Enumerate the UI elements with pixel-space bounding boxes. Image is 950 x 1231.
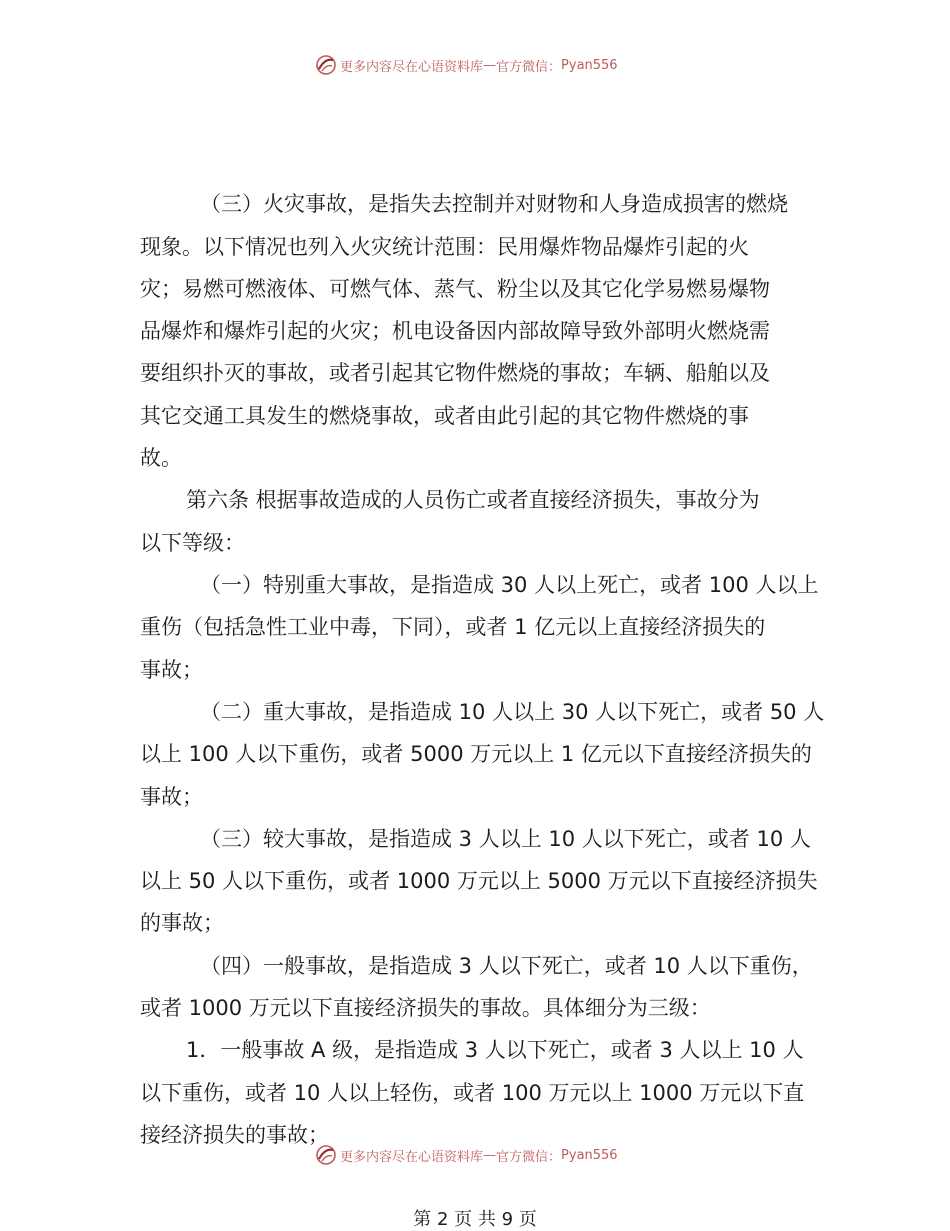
text-line: 事故；	[140, 785, 203, 809]
text-line: 重伤（包括急性工业中毒，下同），或者 1 亿元以上直接经济损失的	[140, 615, 766, 639]
watermark-separator: —	[483, 1147, 497, 1163]
page-number: 第 2 页 共 9 页	[413, 1209, 537, 1230]
watermark-separator: —	[483, 57, 497, 73]
watermark-handle: Pyan556	[561, 1147, 618, 1163]
text-line: 以上 100 人以下重伤，或者 5000 万元以上 1 亿元以下直接经济损失的	[140, 742, 812, 766]
text-line: 要组织扑灭的事故，或者引起其它物件燃烧的事故；车辆、船舶以及	[140, 361, 770, 385]
text-line: （三）较大事故，是指造成 3 人以上 10 人以下死亡，或者 10 人	[200, 827, 811, 851]
text-line: 以下等级：	[140, 531, 245, 555]
text-line: 其它交通工具发生的燃烧事故，或者由此引起的其它物件燃烧的事	[140, 404, 749, 428]
text-line: 故。	[140, 446, 182, 470]
text-line: 接经济损失的事故；	[140, 1123, 329, 1147]
watermark-label: 官方微信：	[496, 1149, 562, 1165]
text-line: 事故；	[140, 658, 203, 682]
text-line: 灾；易燃可燃液体、可燃气体、蒸气、粉尘以及其它化学易燃易爆物	[140, 277, 770, 301]
watermark-footer	[0, 1144, 950, 1170]
text-line: 1．一般事故 A 级，是指造成 3 人以下死亡，或者 3 人以上 10 人	[186, 1038, 804, 1062]
text-line: （四）一般事故，是指造成 3 人以下死亡，或者 10 人以下重伤，	[200, 954, 813, 978]
watermark-label: 官方微信：	[496, 59, 562, 75]
text-line: 的事故；	[140, 911, 224, 935]
text-line: （三）火灾事故，是指失去控制并对财物和人身造成损害的燃烧	[200, 192, 788, 216]
logo-icon	[315, 1144, 337, 1166]
text-line: （一）特别重大事故，是指造成 30 人以上死亡，或者 100 人以上	[200, 573, 819, 597]
text-line: 以上 50 人以下重伤，或者 1000 万元以上 5000 万元以下直接经济损失	[140, 869, 818, 893]
logo-icon	[315, 54, 337, 76]
text-line: 以下重伤，或者 10 人以上轻伤，或者 100 万元以上 1000 万元以下直	[140, 1081, 805, 1105]
watermark-text: 更多内容尽在心语资料库	[340, 59, 484, 75]
text-line: 品爆炸和爆炸引起的火灾；机电设备因内部故障导致外部明火燃烧需	[140, 319, 770, 343]
watermark-handle: Pyan556	[561, 57, 618, 73]
text-line: （二）重大事故，是指造成 10 人以上 30 人以下死亡，或者 50 人	[200, 700, 825, 724]
article-heading: 第六条 根据事故造成的人员伤亡或者直接经济损失，事故分为	[186, 488, 760, 512]
watermark-header	[0, 54, 950, 80]
watermark-text: 更多内容尽在心语资料库	[340, 1149, 484, 1165]
text-line: 或者 1000 万元以下直接经济损失的事故。具体细分为三级：	[140, 996, 711, 1020]
text-line: 现象。以下情况也列入火灾统计范围：民用爆炸物品爆炸引起的火	[140, 235, 749, 259]
